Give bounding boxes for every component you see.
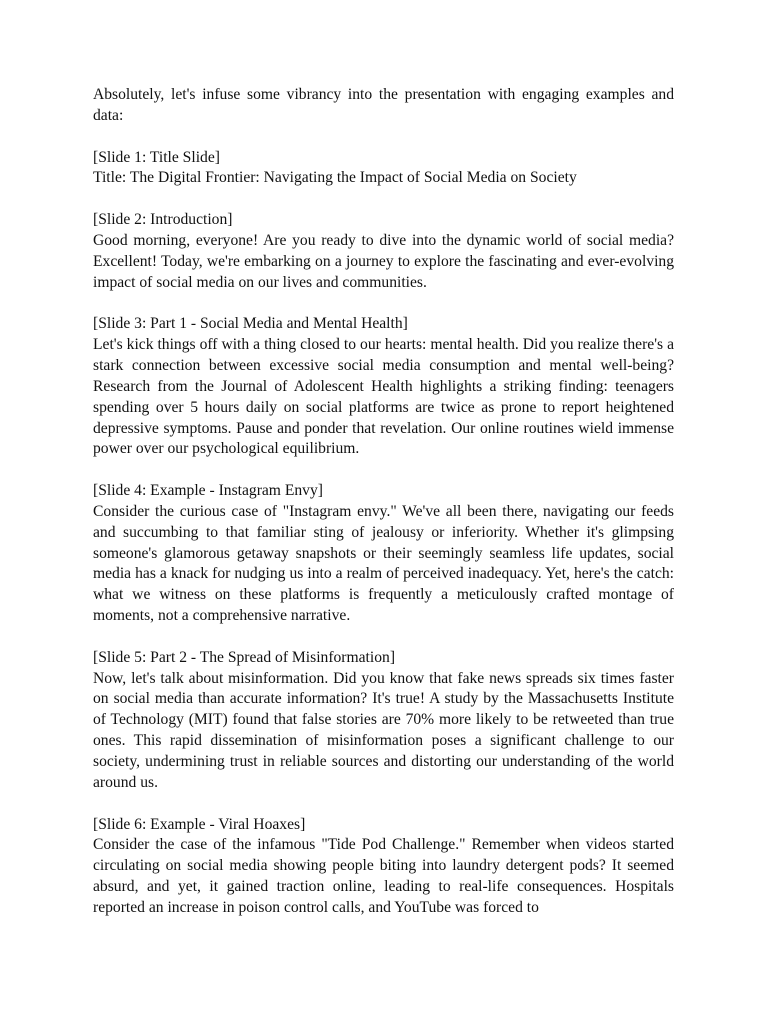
slide-3-section bbox=[93, 314, 674, 460]
slide-5-heading: [Slide 5: Part 2 - The Spread of Misinformation] bbox=[93, 648, 396, 666]
slide-4-body: Consider the curious case of "Instagram envy." We've all been there, navigating our feeds and succumbing to that familiar sting of jealousy or inferiority. Whether it's glimpsing someone's glamorous getaway snapshots or their seemingly seamless life updates, social media has a knack for nudging us into a realm of perceived inadequacy. Yet, here's the catch: what we witness on these platforms is frequently a meticulously crafted montage of moments, not a comprehensive narrative. bbox=[93, 502, 674, 625]
slide-5-section bbox=[93, 648, 674, 794]
slide-4-section bbox=[93, 481, 674, 627]
slide-1-heading: [Slide 1: Title Slide] bbox=[93, 148, 220, 166]
slide-5-body: Now, let's talk about misinformation. Did you know that fake news spreads six times faster on social media than accurate information? It's true! A study by the Massachusetts Institute of Technology (MIT) found that false stories are 70% more likely to be retweeted than true ones. This rapid dissemination of misinformation poses a significant challenge to our society, undermining trust in reliable sources and distorting our understanding of the world around us. bbox=[93, 669, 674, 791]
intro-paragraph: Absolutely, let's infuse some vibrancy into the presentation with engaging examples and data: bbox=[93, 86, 674, 124]
slide-6-section bbox=[93, 815, 674, 919]
slide-2-section bbox=[93, 210, 674, 293]
document-page bbox=[93, 85, 674, 940]
slide-3-heading: [Slide 3: Part 1 - Social Media and Mental Health] bbox=[93, 315, 408, 333]
slide-2-body: Good morning, everyone! Are you ready to dive into the dynamic world of social media? Excellent! Today, we're embarking on a journey to explore the fascinating and ever-evolving impact of social media on our lives and communities. bbox=[93, 231, 674, 291]
slide-1-body: Title: The Digital Frontier: Navigating the Impact of Social Media on Society bbox=[93, 169, 577, 187]
slide-4-heading: [Slide 4: Example - Instagram Envy] bbox=[93, 482, 323, 500]
slide-2-heading: [Slide 2: Introduction] bbox=[93, 211, 233, 229]
slide-3-body: Let's kick things off with a thing closed to our hearts: mental health. Did you realize there's a stark connection between excessive social media consumption and mental well-being? Research from the Journal of Adolescent Health highlights a striking finding: teenagers spending over 5 hours daily on social platforms are twice as prone to report heightened depressive symptoms. Pause and ponder that revelation. Our online routines wield immense power over our psychological equilibrium. bbox=[93, 336, 674, 458]
slide-6-body: Consider the case of the infamous "Tide Pod Challenge." Remember when videos started circulating on social media showing people biting into laundry detergent pods? It seemed absurd, and yet, it gained traction online, leading to real-life consequences. Hospitals reported an increase in poison control calls, and YouTube was forced to bbox=[93, 836, 674, 916]
slide-6-heading: [Slide 6: Example - Viral Hoaxes] bbox=[93, 815, 306, 833]
slide-1-section bbox=[93, 148, 674, 190]
